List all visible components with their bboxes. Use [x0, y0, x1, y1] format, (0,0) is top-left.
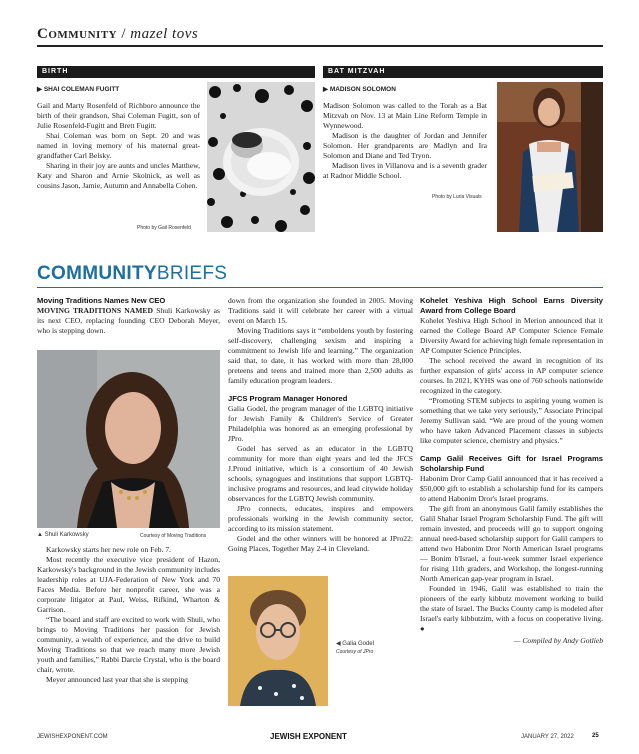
karkowsky-caption: ▲ Shuli Karkowsky: [37, 532, 89, 538]
godel-photo: [228, 576, 328, 706]
bat-mitzvah-name: MADISON SOLOMON: [329, 86, 396, 93]
birth-name: SHAI COLEMAN FUGITT: [43, 86, 120, 93]
brief-column-3: [420, 296, 603, 646]
brief-column-1: [37, 296, 220, 336]
section-header: Community / mazel tovs: [37, 26, 199, 42]
brief-headline: Camp Galil Receives Gift for Israel Programs Scholarship Fund: [420, 454, 603, 473]
brief-paragraph: Godel has served as an educator in the LGBTQ community for more than eight years and led the JFCS J.Proud initiative, which is a consortium of 40 Jewish schools, synagogues and institutions that support LGBTQ-inclusive programs and resources, and lead citywide holiday observances for the LGBTQ Jewish community.: [228, 444, 413, 503]
brief-paragraph: JPro connects, educates, inspires and empowers professionals working in the Jewish community sector, according to its mission statement.: [228, 504, 413, 533]
brief-paragraph: down from the organization she founded in 2005. Moving Traditions said it will celebrate her career with a virtual event on March 15.: [228, 296, 413, 325]
birth-article: [37, 101, 200, 191]
brief-paragraph: The school received the award in recognition of its further expansion of girls' access in AP computer science courses. In 2021, KYHS was one of 760 schools nationwide recognized in the category.: [420, 356, 603, 395]
bat-mitzvah-paragraph: Madison lives in Villanova and is a seventh grader at Radnor Middle School.: [323, 161, 487, 180]
bat-mitzvah-bar: BAT MITZVAH: [323, 66, 603, 78]
bat-mitzvah-paragraph: Madison Solomon was called to the Torah as a Bat Mitzvah on Nov. 13 at Main Line Reform Temple in Wynnewood.: [323, 101, 487, 130]
compiled-by: — Compiled by Andy Gotlieb: [513, 636, 603, 645]
brief-paragraph: “Promoting STEM subjects to aspiring young women is something that we take very seriously,” Associate Principal Jeremy Sullivan said. “We are proud of the young women who have taken Advanced Placement classes in subjects like computer science, chemistry and physics.”: [420, 396, 603, 445]
birth-photo-credit: Photo by Gail Rosenfeld: [137, 225, 191, 231]
brief-paragraph: Godel and the other winners will be honored at JPro22: Going Places, Together May 2-4 in Cleveland.: [228, 534, 413, 553]
briefs-title: [37, 263, 227, 285]
birth-paragraph: Shai Coleman was born on Sept. 20 and was named in loving memory of his maternal great-grandfather Carl Belsky.: [37, 131, 200, 160]
brief-paragraph: Habonim Dror Camp Galil announced that it has received a $50,000 gift to establish a scholarship fund for its campers to attend Habonim Dror's Israel programs.: [420, 474, 603, 503]
brief-column-1-body: [37, 545, 220, 685]
baby-photo: [207, 82, 315, 232]
birth-byline: ▶ SHAI COLEMAN FUGITT: [37, 86, 120, 93]
footer-date: JANUARY 27, 2022: [521, 734, 574, 740]
brief-paragraph: “The board and staff are excited to work with Shuli, who brings to Moving Traditions her passion for Jewish community, a wealth of experience, and the drive to build Moving Traditions so that we reach many more Jewish youth and families,” Rabbi Darcie Crystal, who is the board chair, wrote.: [37, 615, 220, 674]
birth-bar: BIRTH: [37, 66, 315, 78]
brief-lead: MOVING TRADITIONS NAMED: [37, 306, 153, 315]
birth-paragraph: Gail and Marty Rosenfeld of Richboro announce the birth of their grandson, Shai Coleman Fugitt, son of Julie Rosenfeld-Fugitt and Brett Fugitt.: [37, 101, 200, 130]
karkowsky-credit: Courtesy of Moving Traditions: [140, 533, 207, 539]
brief-paragraph: Galia Godel, the program manager of the LGBTQ initiative for Jewish Family & Children's Service of Greater Philadelphia was honored as an emerging professional by JPro.: [228, 404, 413, 443]
brief-paragraph: The gift from an anonymous Galil family establishes the Galil Shahar Israel Program Scholarship Fund. The gift will remain invested, and proceeds will go to support ongoing annual need-based scholarship support for Galil campers to attend two Habonim Dror North American Israel programs — Bonim b'Israel, a four-week summer Israel experience for rising 11th graders, and Workshop, the longest-running North American gap-year program in Israel.: [420, 504, 603, 583]
brief-paragraph: Moving Traditions says it “emboldens youth by fostering self-discovery, challenging sexism and inspiring a commitment to Jewish life and learning.” The organization said that, to date, it has worked with more than 28,000 preteens and teens and trained more than 2,500 adults as family education program leaders.: [228, 326, 413, 385]
brief-intro: Shuli Karkowsky as its next CEO, replacing founding CEO Deborah Meyer, who is stepping down.: [37, 306, 220, 335]
page-number: 25: [592, 733, 599, 739]
birth-paragraph: Sharing in their joy are aunts and uncles Matthew, Katy and Sharon and Arnie Skolnick, as well as cousins Jason, Jamie, Autumn and Annabella Cohen.: [37, 161, 200, 190]
section-title: Community: [37, 26, 118, 42]
bat-mitzvah-paragraph: Madison is the daughter of Jordan and Jennifer Solomon. Her grandparents are Madlyn and Ira Solomon and Diane and Ted Tryon.: [323, 131, 487, 160]
brief-paragraph: Karkowsky starts her new role on Feb. 7.: [46, 545, 172, 554]
brief-headline: Kohelet Yeshiva High School Earns Diversity Award from College Board: [420, 296, 603, 315]
brief-headline: Moving Traditions Names New CEO: [37, 296, 166, 305]
brief-headline: JFCS Program Manager Honored: [228, 394, 348, 403]
brief-paragraph: Meyer announced last year that she is stepping: [46, 675, 188, 684]
bat-mitzvah-byline: ▶ MADISON SOLOMON: [323, 86, 396, 93]
briefs-rule: [37, 287, 603, 288]
bat-mitzvah-article: [323, 101, 487, 181]
bat-mitzvah-photo: [497, 82, 603, 232]
footer-publication: JEWISH EXPONENT: [270, 732, 347, 741]
footer-website: JEWISHEXPONENT.COM: [37, 734, 108, 740]
brief-paragraph: Most recently the executive vice president of Hazon, Karkowsky's background in the Jewish community includes leadership roles at UJA-Federation of New York and 70 Faces Media. Before her nonprofit career, she was a corporate litigator at Paul, Weiss, Rifkind, Wharton & Garrison.: [37, 555, 220, 614]
godel-caption: ◀ Galia Godel: [336, 641, 374, 647]
header-rule: [37, 45, 603, 47]
brief-paragraph: Kohelet Yeshiva High School in Merion announced that it earned the College Board AP Computer Science Female Diversity Award for achieving high female representation in AP Computer Science Principles.: [420, 316, 603, 355]
brief-paragraph: Founded in 1946, Galil was established to train the pioneers of the early kibbutz movement working to build the state of Israel. The Bucks County camp is modeled after Israel's early kibbutzim, with a focus on cooperative living. ●: [420, 584, 603, 633]
briefs-title-bold: COMMUNITY: [37, 263, 157, 284]
bat-mitzvah-photo-credit: Photo by Luria Visuals: [432, 194, 482, 200]
section-subtitle: mazel tovs: [130, 26, 199, 42]
brief-column-2: [228, 296, 413, 554]
karkowsky-photo: [37, 350, 220, 528]
briefs-title-light: BRIEFS: [156, 263, 228, 284]
godel-credit: Courtesy of JPro: [336, 649, 374, 655]
